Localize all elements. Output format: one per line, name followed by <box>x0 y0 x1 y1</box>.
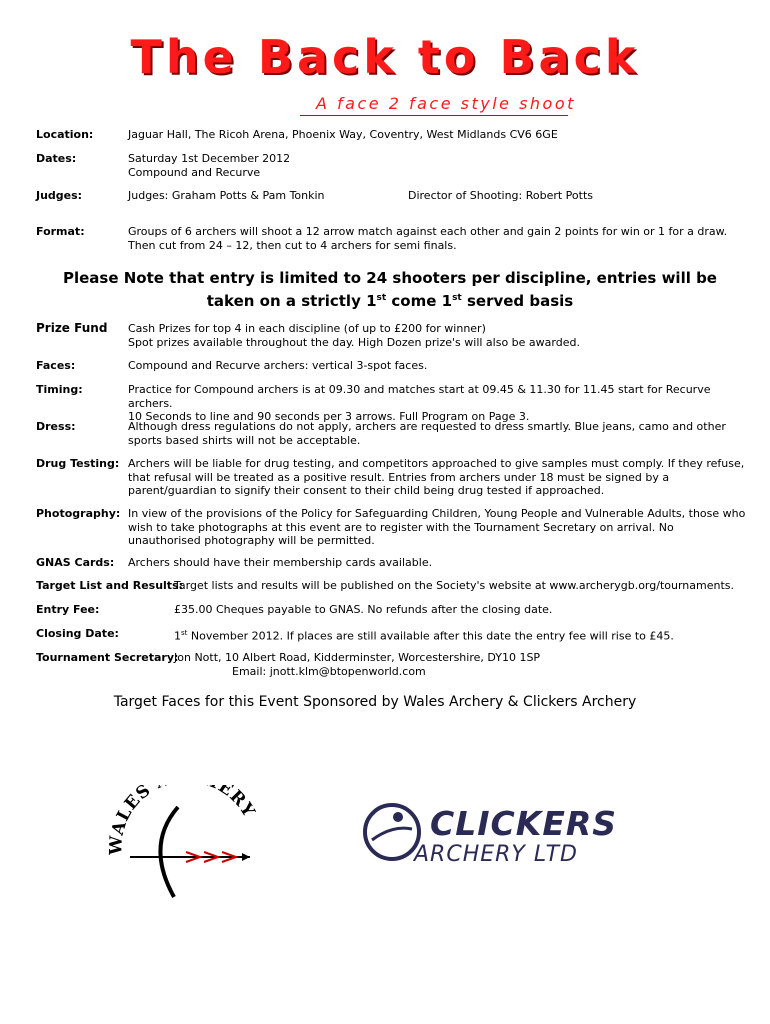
closing-label: Closing Date: <box>36 627 119 640</box>
dates-line2: Compound and Recurve <box>128 165 261 179</box>
results-text: Target lists and results will be published on the Society's website at www.archerygb.org/tournaments. <box>174 579 735 592</box>
dates-label: Dates: <box>36 152 77 165</box>
drug-label: Drug Testing: <box>36 457 120 470</box>
note-sup2: st <box>452 293 462 303</box>
dress-text: Although dress regulations do not apply, archers are requested to dress smartly. Blue jeans, camo and other sports based shirts will not be acceptable. <box>128 420 726 447</box>
prize-line2: Spot prizes available throughout the day. High Dozen prize's will also be awarded. <box>128 335 580 349</box>
secretary-email: Email: jnott.klm@btopenworld.com <box>232 664 426 678</box>
prize-label: Prize Fund <box>36 321 108 335</box>
results-label: Target List and Results: <box>36 579 184 592</box>
note-line2 <box>40 288 740 311</box>
note-part-b: come 1 <box>386 292 453 310</box>
judges-text: Judges: Graham Potts & Pam Tonkin <box>128 189 325 202</box>
format-text: Groups of 6 archers will shoot a 12 arrow match against each other and gain 2 points for win or 1 for a draw. Then cut from 24 – 12, then cut to 4 archers for semi finals. <box>128 225 728 252</box>
photo-label: Photography: <box>36 507 121 520</box>
timing-line2: 10 Seconds to line and 90 seconds per 3 arrows. Full Program on Page 3. <box>128 410 530 423</box>
sponsor-text: Target Faces for this Event Sponsored by Wales Archery & Clickers Archery <box>113 694 637 710</box>
secretary-label: Tournament Secretary: <box>36 651 179 664</box>
prize-line1: Cash Prizes for top 4 in each discipline (of up to £200 for winner) <box>128 322 486 335</box>
closing-day: 1 <box>174 629 181 643</box>
secretary-text: Jon Nott, 10 Albert Road, Kidderminster, Worcestershire, DY10 1SP <box>174 651 541 664</box>
note-line1: Please Note that entry is limited to 24 shooters per discipline, entries will be <box>63 269 717 287</box>
logo1-text: WALES ERY <box>106 785 259 856</box>
timing-label: Timing: <box>36 383 83 396</box>
page-title: The Back to Back <box>130 30 640 84</box>
director-text: Director of Shooting: Robert Potts <box>408 189 594 202</box>
location-text: Jaguar Hall, The Ricoh Arena, Phoenix Way, Coventry, West Midlands CV6 6GE <box>128 128 558 141</box>
gnas-label: GNAS Cards: <box>36 556 115 569</box>
photo-text: In view of the provisions of the Policy for Safeguarding Children, Young People and Vulnerable Adults, those who wish to take photographs at this event are to register with the Tournament Secretary on arrival. No unauthorised photography will be permitted. <box>128 507 746 547</box>
fee-text: £35.00 Cheques payable to GNAS. No refunds after the closing date. <box>174 603 553 616</box>
note-part-c: served basis <box>461 292 574 310</box>
subtitle: A face 2 face style shoot <box>316 94 576 113</box>
logo2-line2: ARCHERY LTD <box>414 842 579 867</box>
closing-sup: st <box>181 629 188 637</box>
note-part-a: taken on a strictly 1 <box>206 292 377 310</box>
gnas-text: Archers should have their membership cards available. <box>128 556 433 569</box>
dress-label: Dress: <box>36 420 76 433</box>
clickers-archery-logo <box>352 795 702 870</box>
entry-limit-note <box>40 268 740 311</box>
logo2-line1: CLICKERS <box>430 804 618 843</box>
note-sup1: st <box>376 293 387 303</box>
fee-label: Entry Fee: <box>36 603 100 616</box>
subtitle-underline <box>300 115 568 116</box>
format-label: Format: <box>36 225 85 238</box>
faces-text: Compound and Recurve archers: vertical 3-spot faces. <box>128 359 428 372</box>
dates-line1: Saturday 1st December 2012 <box>128 152 291 165</box>
closing-rest: November 2012. If places are still available after this date the entry fee will rise to £45. <box>187 629 674 643</box>
wales-archery-logo <box>100 785 270 905</box>
closing-text <box>174 627 748 643</box>
judges-label: Judges: <box>36 189 83 202</box>
timing-line1: Practice for Compound archers is at 09.30 and matches start at 09.45 & 11.30 for 11.45 start for Recurve archers. <box>128 383 711 410</box>
faces-label: Faces: <box>36 359 76 372</box>
svg-text:WALES ARCHERY <box>106 785 259 856</box>
location-label: Location: <box>36 128 94 141</box>
drug-text: Archers will be liable for drug testing, and competitors approached to give samples must comply. If they refuse, that refusal will be treated as a positive result. Entries from archers under 18 must be signed by a parent/guardian to signify their consent to their child being drug tested if approached. <box>128 457 745 497</box>
